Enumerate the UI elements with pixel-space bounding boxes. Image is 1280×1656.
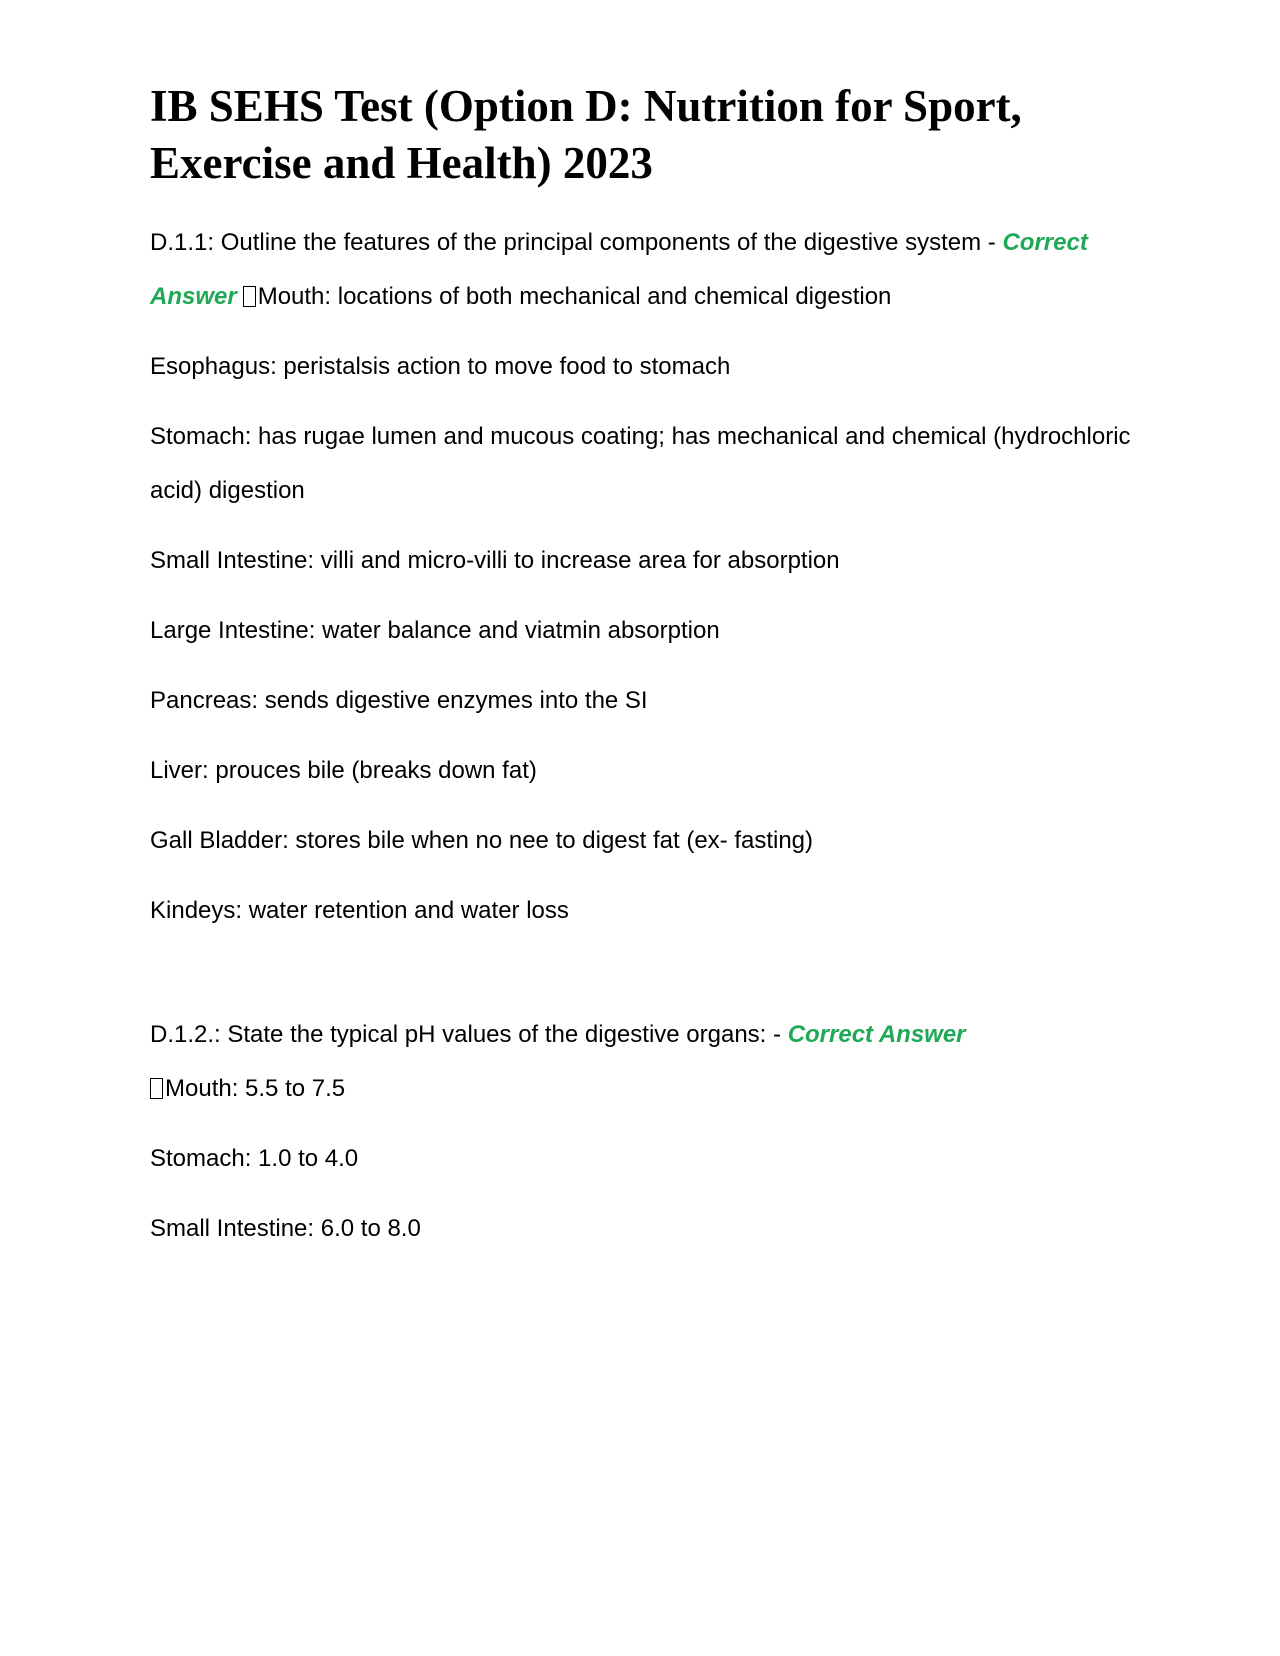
missing-glyph-icon bbox=[243, 286, 256, 307]
document-title: IB SEHS Test (Option D: Nutrition for Sport, Exercise and Health) 2023 bbox=[150, 81, 1022, 188]
answer-1-line: Small Intestine: villi and micro-villi to increase area for absorption bbox=[150, 547, 840, 574]
answer-1-line: Stomach: has rugae lumen and mucous coating; has mechanical and chemical (hydrochloric acid) digestion bbox=[150, 423, 1131, 504]
answer-1-line: Gall Bladder: stores bile when no nee to digest fat (ex- fasting) bbox=[150, 827, 814, 854]
answer-2-line: Small Intestine: 6.0 to 8.0 bbox=[150, 1215, 421, 1242]
question-2-text: D.1.2.: State the typical pH values of the digestive organs: - bbox=[150, 1021, 782, 1048]
question-1-text: D.1.1: Outline the features of the principal components of the digestive system - bbox=[150, 229, 996, 256]
answer-1-line: Kindeys: water retention and water loss bbox=[150, 897, 569, 924]
correct-answer-label: Correct Answer bbox=[787, 1021, 966, 1048]
answer-1-line: Liver: prouces bile (breaks down fat) bbox=[150, 757, 537, 784]
answer-2-line: Stomach: 1.0 to 4.0 bbox=[150, 1145, 359, 1172]
answer-1-line: Large Intestine: water balance and viatmin absorption bbox=[150, 617, 720, 644]
correct-answer-label: Correct Answer bbox=[150, 229, 1088, 310]
answer-1-line: Esophagus: peristalsis action to move food to stomach bbox=[150, 353, 731, 380]
missing-glyph-icon bbox=[150, 1078, 163, 1099]
answer-1-line-mouth: Mouth: locations of both mechanical and chemical digestion bbox=[257, 283, 892, 310]
question-1 bbox=[150, 216, 1150, 324]
blank-line bbox=[150, 954, 1150, 1008]
answer-2-line-mouth: Mouth: 5.5 to 7.5 bbox=[165, 1075, 346, 1102]
question-2 bbox=[150, 1008, 1150, 1116]
answer-1-line: Pancreas: sends digestive enzymes into the SI bbox=[150, 687, 648, 714]
document-page bbox=[150, 78, 1150, 1272]
